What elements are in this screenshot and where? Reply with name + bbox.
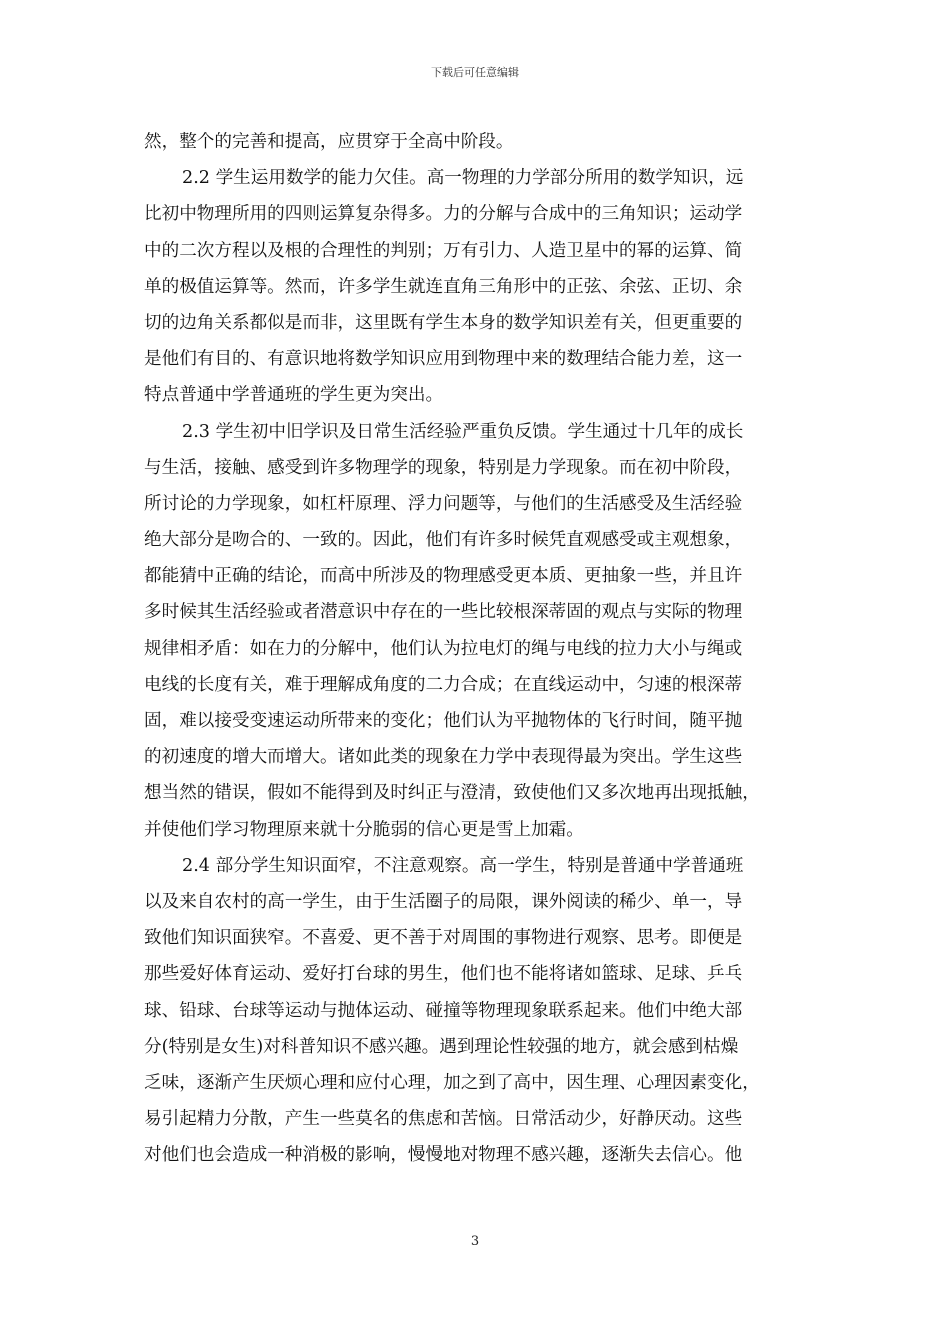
text-line: 切的边角关系都似是而非，这里既有学生本身的数学知识差有关，但更重要的 [144,312,743,333]
text-line: 与生活，接触、感受到许多物理学的现象，特别是力学现象。而在初中阶段， [144,457,743,478]
text-line: 的初速度的增大而增大。诸如此类的现象在力学中表现得最为突出。学生这些 [144,747,743,768]
text-line: 都能猜中正确的结论，而高中所涉及的物理感受更本质、更抽象一些，并且许 [144,566,743,587]
text-line: 易引起精力分散，产生一些莫名的焦虑和苦恼。日常活动少，好静厌动。这些 [144,1109,743,1130]
text-line: 分(特别是女生)对科普知识不感兴趣。遇到理论性较强的地方，就会感到枯燥 [144,1036,739,1057]
text-line: 以及来自农村的高一学生，由于生活圈子的局限，课外阅读的稀少、单一，导 [144,891,743,912]
section-2-2-heading-line: 2.2 学生运用数学的能力欠佳。高一物理的力学部分所用的数学知识，远 [182,168,744,189]
text-line: 所讨论的力学现象，如杠杆原理、浮力问题等，与他们的生活感受及生活经验 [144,493,743,514]
section-2-4-heading-line: 2.4 部分学生知识面窄，不注意观察。高一学生，特别是普通中学普通班 [182,855,744,876]
text-line: 然，整个的完善和提高，应贯穿于全高中阶段。 [144,132,514,152]
text-line: 中的二次方程以及根的合理性的判别；万有引力、人造卫星中的幂的运算、简 [144,240,743,261]
text-line: 球、铅球、台球等运动与抛体运动、碰撞等物理现象联系起来。他们中绝大部 [144,1000,743,1021]
text-line: 乏味，逐渐产生厌烦心理和应付心理，加之到了高中，因生理、心理因素变化， [144,1072,760,1093]
text-line: 单的极值运算等。然而，许多学生就连直角三角形中的正弦、余弦、正切、余 [144,276,743,297]
text-line: 并使他们学习物理原来就十分脆弱的信心更是雪上加霜。 [144,819,584,840]
page-number: 3 [470,1234,480,1249]
text-line: 固，难以接受变速运动所带来的变化；他们认为平抛物体的飞行时间，随平抛 [144,711,743,731]
text-line: 特点普通中学普通班的学生更为突出。 [144,385,444,406]
text-line: 多时候其生活经验或者潜意识中存在的一些比较根深蒂固的观点与实际的物理 [144,602,743,623]
page-header: 下载后可任意编辑 [431,66,519,79]
section-2-3-heading-line: 2.3 学生初中旧学识及日常生活经验严重负反馈。学生通过十几年的成长 [182,421,744,442]
text-line: 致他们知识面狭窄。不喜爱、更不善于对周围的事物进行观察、思考。即便是 [144,928,743,949]
text-line: 绝大部分是吻合的、一致的。因此，他们有许多时候凭直观感受或主观想象， [144,530,743,551]
text-line: 想当然的错误，假如不能得到及时纠正与澄清，致使他们又多次地再出现抵触， [144,783,760,804]
text-line: 是他们有目的、有意识地将数学知识应用到物理中来的数理结合能力差，这一 [144,349,743,370]
text-line: 那些爱好体育运动、爱好打台球的男生，他们也不能将诸如篮球、足球、乒乓 [144,964,743,985]
text-line: 对他们也会造成一种消极的影响，慢慢地对物理不感兴趣，逐渐失去信心。他 [144,1145,743,1166]
text-line: 比初中物理所用的四则运算复杂得多。力的分解与合成中的三角知识；运动学 [144,204,743,225]
body-text [144,124,816,1173]
text-line: 电线的长度有关，难于理解成角度的二力合成；在直线运动中，匀速的根深蒂 [144,674,743,695]
text-line: 规律相矛盾：如在力的分解中，他们认为拉电灯的绳与电线的拉力大小与绳或 [144,638,743,659]
